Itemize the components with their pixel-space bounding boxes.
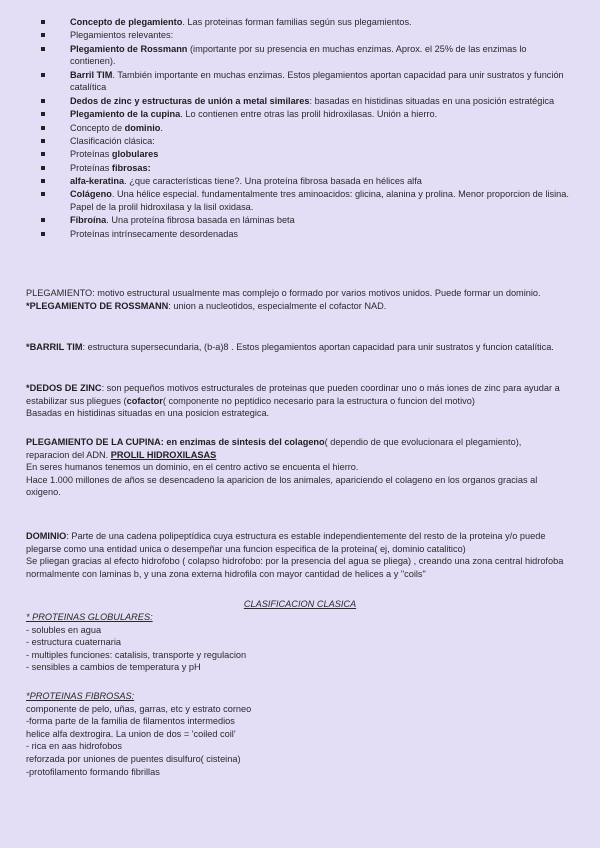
list-item: Barril TIM. También importante en muchas enzimas. Estos plegamientos aportan capacidad para unir sustratos y función catalítica [38, 69, 573, 94]
list-item: Proteínas fibrosas: [38, 162, 573, 175]
list-item: Proteínas intrínsecamente desordenadas [38, 228, 573, 241]
list-item: helice alfa dextrogira. La union de dos = 'coiled coil' [26, 728, 236, 739]
list-item: alfa-keratina. ¿que características tiene?. Una proteína fibrosa basada en hélices alfa [38, 175, 573, 188]
list-item: Concepto de dominio. [38, 122, 573, 135]
list-item: - estructura cuaternaria [26, 637, 121, 648]
dominio-section: DOMINIO: Parte de una cadena polipeptídica cuya estructura es estable independientemente del resto de la proteina y/o puede plegarse como una entidad unica o desempeñar una funcion especifica de la proteina( ej, dominio catalitico) Se pliegan gracias al efecto hidrofobo ( colapso hidrofobo: por la presencia del agua se pliega) , creando una zona central hidrofoba normalmente con laminas b, y una zona externa hidrofila con mayor cantidad de helices a y "coils" [26, 531, 564, 579]
plegamiento-definition: PLEGAMIENTO: motivo estructural usualmente mas complejo o formado por varios motivos unidos. Puede formar un dominio. [26, 288, 541, 298]
list-item: Fibroína. Una proteína fibrosa basada en láminas beta [38, 214, 573, 227]
list-item: Proteínas globulares [38, 148, 573, 161]
list-item: Plegamientos relevantes: [38, 29, 573, 42]
list-item: componente de pelo, uñas, garras, etc y estrato corneo [26, 703, 252, 714]
dedos-zinc-section: *DEDOS DE ZINC: son pequeños motivos estructurales de proteinas que pueden coordinar uno o más iones de zinc para ayudar a estabilizar sus pliegues (cofactor( componente no peptidico necesario para la estructura o funcion del motivo) Basadas en histidinas situadas en una posicion estrategica. [26, 383, 560, 419]
list-item: - solubles en agua [26, 624, 102, 635]
barril-tim-section: *BARRIL TIM: estructura supersecundaria, (b-a)8 . Estos plegamientos aportan capacidad para unir sustratos y funcion catalítica. [26, 342, 554, 352]
list-item: - sensibles a cambios de temperatura y pH [26, 662, 201, 673]
cupina-section: PLEGAMIENTO DE LA CUPINA: en enzimas de sintesis del colageno( dependio de que evolucionara el plegamiento), reparacion del ADN. PROLIL HIDROXILASAS En seres humanos tenemos un dominio, en el centro activo se encuenta el hierro. Hace 1.000 millones de años se desencadeno la aparicion de los animales, apariciendo el colageno en los organos gracias al oxigeno. [26, 437, 538, 498]
rossmann-definition: *PLEGAMIENTO DE ROSSMANN: union a nucleotidos, especialmente el cofactor NAD. [26, 300, 387, 311]
plegamiento-section [26, 287, 574, 312]
list-item: -forma parte de la familia de filamentos intermedios [26, 716, 235, 727]
clasificacion-title: CLASIFICACION CLASICA [243, 599, 357, 609]
list-item: Plegamiento de la cupina. Lo contienen entre otras las prolil hidroxilasas. Unión a hierro. [38, 108, 573, 121]
fibrosas-list: *PROTEINAS FIBROSAS: componente de pelo, uñas, garras, etc y estrato corneo -forma parte de la familia de filamentos intermedios helice alfa dextrogira. La union de dos = 'coiled coil' - rica en aas hidrofobos reforzada por uniones de puentes disulfuro( cisteina) -protofilamento formando fibrillas [26, 690, 574, 778]
list-item: -protofilamento formando fibrillas [26, 766, 160, 777]
list-item: Colágeno. Una hélice especial. fundamentalmente tres aminoacidos: glicina, alanina y prolina. Menor proporcion de lisina. Papel de la prolil hidroxilasa y la lisil oxidasa. [38, 188, 573, 213]
list-item: Clasificación clásica: [38, 135, 573, 148]
globulares-list: * PROTEINAS GLOBULARES: - solubles en agua - estructura cuaternaria - multiples funciones: catalisis, transporte y regulacion - sensibles a cambios de temperatura y pH [26, 611, 574, 674]
list-item: Plegamiento de Rossmann (importante por su presencia en muchas enzimas. Aprox. el 25% de las enzimas lo contienen). [38, 43, 573, 68]
list-item: Concepto de plegamiento. Las proteinas forman familias según sus plegamientos. [38, 16, 573, 29]
list-item: reforzada por uniones de puentes disulfuro( cisteina) [26, 753, 241, 764]
list-item: - rica en aas hidrofobos [26, 741, 123, 752]
list-item: Dedos de zinc y estructuras de unión a metal similares: basadas en histidinas situadas en una posición estratégica [38, 95, 573, 108]
summary-bullet-list [38, 16, 573, 241]
list-item: - multiples funciones: catalisis, transporte y regulacion [26, 649, 247, 660]
